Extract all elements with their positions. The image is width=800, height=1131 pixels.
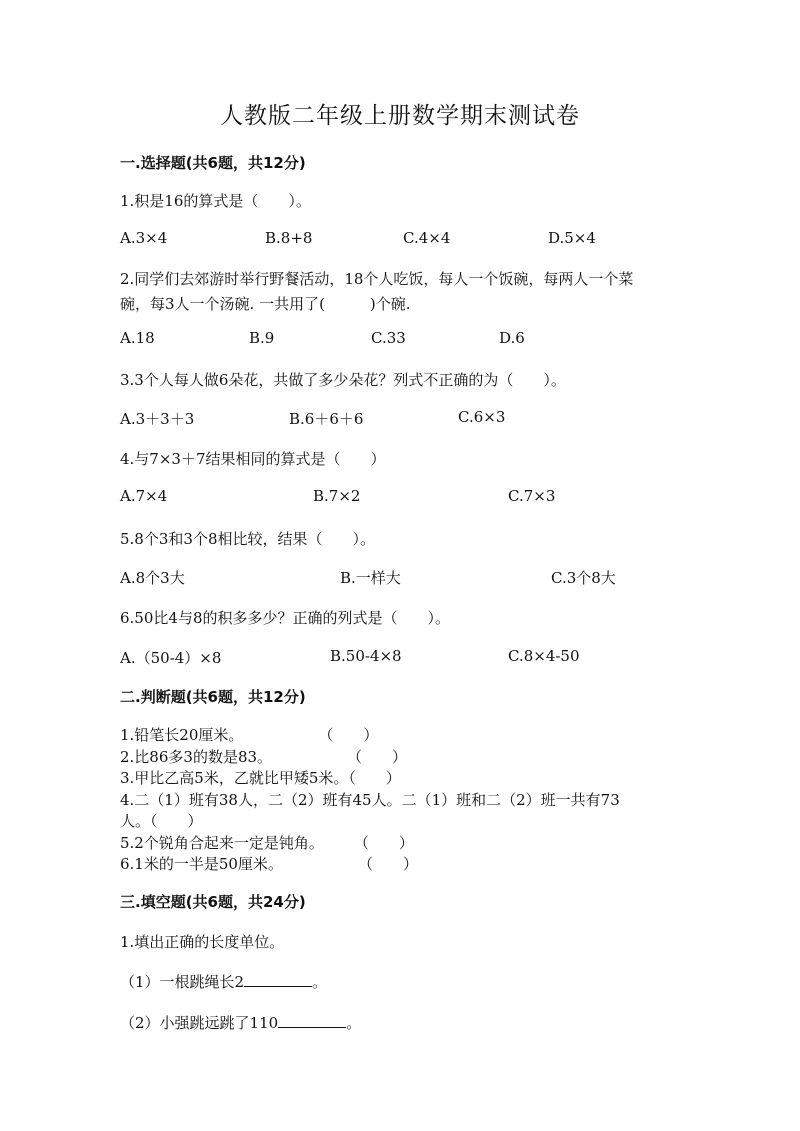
q1-option-a: A.3×4 xyxy=(120,229,168,247)
q2-option-d: D.6 xyxy=(499,329,525,347)
fill-part-2-text: （2）小强跳远跳了110 xyxy=(120,1014,279,1032)
q5-option-c: C.3个8大 xyxy=(551,569,616,587)
fill-part-2-end: 。 xyxy=(346,1014,362,1032)
fill-question-1-part-1 xyxy=(120,971,327,992)
answer-blank xyxy=(244,972,312,987)
q5-option-a: A.8个3大 xyxy=(120,569,185,587)
fill-part-1-text: （1）一根跳绳长2 xyxy=(120,973,245,991)
q3-option-a: A.3＋3＋3 xyxy=(120,410,195,428)
fill-question-1-part-2 xyxy=(120,1012,361,1033)
q2-option-c: C.33 xyxy=(371,329,406,347)
q4-option-c: C.7×3 xyxy=(508,487,556,505)
judgement-item-2: 2.比86多3的数是83。 （ ） xyxy=(120,748,408,766)
judgement-item-5: 5.2个锐角合起来一定是钝角。 （ ） xyxy=(120,834,414,852)
question-2-stem-line2: 碗，每3人一个汤碗. 一共用了( )个碗. xyxy=(120,295,411,313)
q1-option-d: D.5×4 xyxy=(548,229,596,247)
judgement-item-4-line1: 4.二（1）班有38人，二（2）班有45人。二（1）班和二（2）班一共有73 xyxy=(120,791,620,809)
q4-option-a: A.7×4 xyxy=(120,487,168,505)
fill-question-1: 1.填出正确的长度单位。 xyxy=(120,933,285,951)
q6-option-a: A.（50-4）×8 xyxy=(120,649,222,667)
section-heading-judgement: 二.判断题(共6题，共12分) xyxy=(120,688,306,706)
section-heading-fill: 三.填空题(共6题，共24分) xyxy=(120,893,306,911)
judgement-item-3: 3.甲比乙高5米，乙就比甲矮5米。（ ） xyxy=(120,769,401,787)
q1-option-c: C.4×4 xyxy=(403,229,451,247)
question-3-stem: 3.3个人每人做6朵花，共做了多少朵花？列式不正确的为（ ）。 xyxy=(120,371,566,389)
question-2-stem-line1: 2.同学们去郊游时举行野餐活动，18个人吃饭，每人一个饭碗，每两人一个菜 xyxy=(120,270,634,288)
answer-blank xyxy=(278,1013,346,1028)
q3-option-c: C.6×3 xyxy=(458,408,506,426)
question-5-stem: 5.8个3和3个8相比较，结果（ ）。 xyxy=(120,530,375,548)
q6-option-b: B.50-4×8 xyxy=(330,647,402,665)
judgement-item-4-line2: 人。（ ） xyxy=(120,812,203,830)
question-4-stem: 4.与7×3＋7结果相同的算式是（ ） xyxy=(120,450,386,468)
fill-part-1-end: 。 xyxy=(312,973,328,991)
page-title: 人教版二年级上册数学期末测试卷 xyxy=(220,103,580,129)
q4-option-b: B.7×2 xyxy=(313,487,361,505)
q3-option-b: B.6＋6＋6 xyxy=(289,410,364,428)
judgement-item-1: 1.铅笔长20厘米。 （ ） xyxy=(120,726,379,744)
question-1-stem: 1.积是16的算式是（ ）。 xyxy=(120,192,311,210)
q2-option-a: A.18 xyxy=(120,329,155,347)
q5-option-b: B.一样大 xyxy=(340,569,401,587)
q2-option-b: B.9 xyxy=(249,329,275,347)
q6-option-c: C.8×4-50 xyxy=(508,647,580,665)
judgement-item-6: 6.1米的一半是50厘米。 （ ） xyxy=(120,855,418,873)
section-heading-choice: 一.选择题(共6题，共12分) xyxy=(120,154,306,172)
question-6-stem: 6.50比4与8的积多多少？正确的列式是（ ）。 xyxy=(120,609,450,627)
q1-option-b: B.8+8 xyxy=(265,229,313,247)
